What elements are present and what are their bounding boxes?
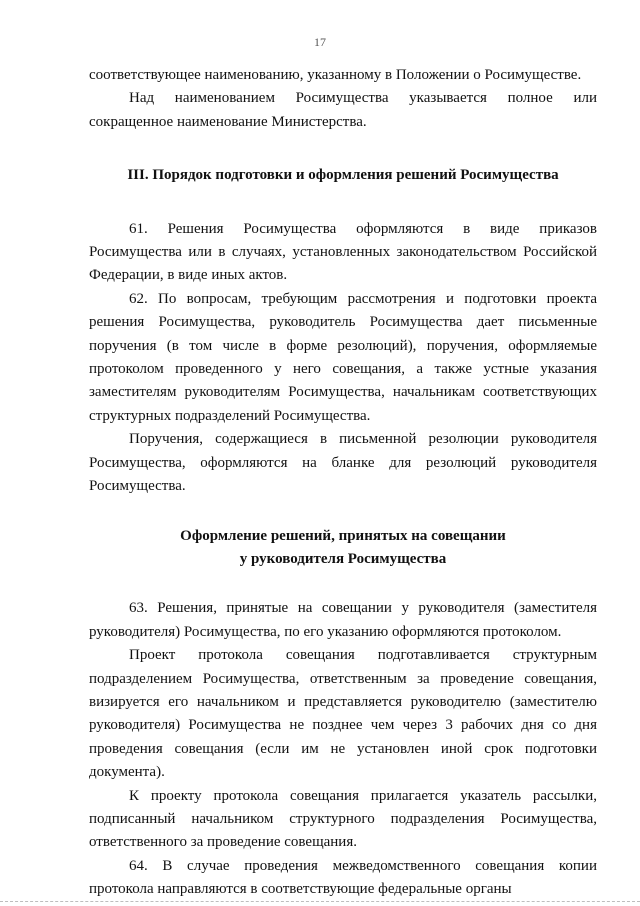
paragraph-63-draft: Проект протокола совещания подготавливается структурным подразделением Росимущества, ответственным за проведение совещания, визируется его начальником и представляется руководителю (заместителю руководителя) Росимущества не позднее чем через 3 рабочих дня со дня проведения совещания (если им не установлен иной срок подготовки документа). [89, 647, 597, 781]
paragraph-intro: соответствующее наименованию, указанному в Положении о Росимуществе. [89, 67, 582, 83]
document-body [89, 64, 597, 902]
paragraph-64: 64. В случае проведения межведомственного совещания копии протокола направляются в соответствующие федеральные органы [89, 857, 597, 898]
paragraph-63: 63. Решения, принятые на совещании у руководителя (заместителя руководителя) Росимущества, по его указанию оформляются протоколом. [89, 600, 597, 640]
page-number: 17 [314, 35, 326, 49]
subheading-line-2: у руководителя Росимущества [239, 550, 447, 567]
paragraph-63-distribution: К проекту протокола совещания прилагается указатель рассылки, подписанный начальником структурного подразделения Росимущества, ответственного за проведение совещания. [89, 787, 597, 851]
paragraph-62-resolution: Поручения, содержащиеся в письменной резолюции руководителя Росимущества, оформляются на бланке для резолюций руководителя Росимущества. [89, 431, 597, 495]
scan-edge-divider [0, 901, 640, 904]
paragraph-61: 61. Решения Росимущества оформляются в виде приказов Росимущества или в случаях, установленных законодательством Российской Федерации, в виде иных актов. [89, 220, 597, 284]
paragraph-over-name: Над наименованием Росимущества указывается полное или сокращенное наименование Министерства. [89, 90, 597, 130]
subheading-line-1: Оформление решений, принятых на совещании [180, 527, 506, 544]
section-heading: III. Порядок подготовки и оформления решений Росимущества [127, 167, 559, 184]
paragraph-62: 62. По вопросам, требующим рассмотрения и подготовки проекта решения Росимущества, руководитель Росимущества дает письменные поручения (в том числе в форме резолюций), поручения, оформляемые протоколом проведенного у него совещания, а также устные указания заместителям руководителям Росимущества, начальникам соответствующих структурных подразделений Росимущества. [89, 290, 597, 424]
